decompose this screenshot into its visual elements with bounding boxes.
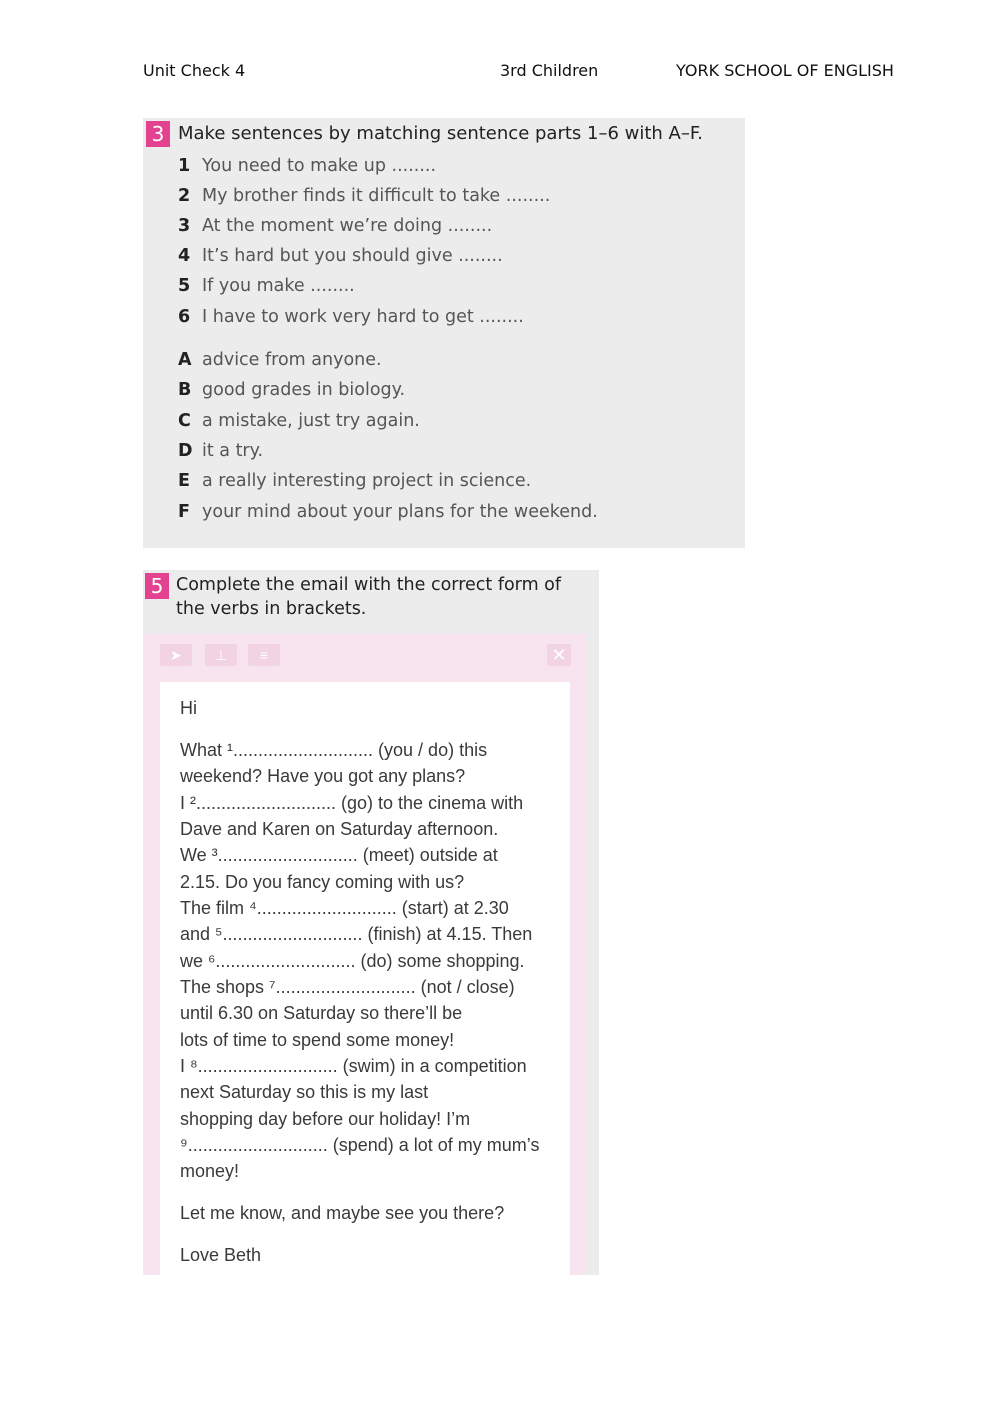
- send-icon: ➤: [160, 644, 192, 666]
- email-line: What ¹............................ (you / do) this: [180, 740, 488, 760]
- exercise-title: [176, 573, 561, 621]
- option: [178, 411, 420, 431]
- email-line: Hi: [180, 698, 197, 718]
- exercise-5-panel: [143, 570, 599, 1275]
- email-line: I ²............................ (go) to the cinema with: [180, 793, 524, 813]
- email-line: 2.15. Do you fancy coming with us?: [180, 872, 465, 892]
- paperclip-icon: ⊥: [205, 644, 237, 666]
- option-text: good grades in biology.: [202, 380, 406, 400]
- sentence-part: [178, 307, 524, 327]
- sentence-part: [178, 156, 436, 176]
- exercise-title: Make sentences by matching sentence parts 1–6 with A–F.: [178, 123, 704, 144]
- item-key: 6: [178, 307, 191, 327]
- exercise-number-badge: 3: [146, 121, 170, 147]
- item-key: 4: [178, 246, 191, 266]
- item-text: I have to work very hard to get ........: [202, 307, 524, 327]
- sentence-part: [178, 216, 492, 236]
- item-text: My brother finds it difficult to take ........: [202, 186, 551, 206]
- sentence-part: [178, 186, 550, 206]
- email-line: weekend? Have you got any plans?: [180, 766, 466, 786]
- email-line: next Saturday so this is my last: [180, 1082, 429, 1102]
- option-key: E: [178, 471, 190, 491]
- item-key: 3: [178, 216, 191, 236]
- item-text: At the moment we’re doing ........: [202, 216, 493, 236]
- email-line: money!: [180, 1161, 240, 1181]
- email-line: We ³............................ (meet) outside at: [180, 845, 498, 865]
- option-text: a mistake, just try again.: [202, 411, 420, 431]
- option: [178, 471, 531, 491]
- option: [178, 502, 598, 522]
- email-line: The shops ⁷............................ (not / close): [180, 977, 515, 997]
- email-line: I ⁸............................ (swim) in a competition: [180, 1056, 527, 1076]
- close-icon: ✕: [547, 644, 571, 666]
- email-line: and ⁵............................ (finish) at 4.15. Then: [180, 924, 533, 944]
- email-line: Dave and Karen on Saturday afternoon.: [180, 819, 499, 839]
- exercise-title-line: the verbs in brackets.: [176, 599, 367, 619]
- option-text: it a try.: [202, 441, 264, 461]
- email-line: until 6.30 on Saturday so there’ll be: [180, 1003, 463, 1023]
- option-key: F: [178, 502, 190, 522]
- option-key: C: [178, 411, 191, 431]
- exercise-3-panel: [143, 118, 745, 548]
- email-line: The film ⁴............................ (start) at 2.30: [180, 898, 509, 918]
- email-signoff: Love Beth: [180, 1245, 262, 1265]
- option-key: A: [178, 350, 192, 370]
- item-key: 2: [178, 186, 191, 206]
- option: [178, 380, 405, 400]
- option-text: a really interesting project in science.: [202, 471, 532, 491]
- email-line: lots of time to spend some money!: [180, 1030, 455, 1050]
- email-line: shopping day before our holiday! I’m: [180, 1109, 471, 1129]
- option-key: B: [178, 380, 192, 400]
- email-line: Let me know, and maybe see you there?: [180, 1203, 505, 1223]
- option-text: your mind about your plans for the weekend.: [202, 502, 598, 522]
- header-class: 3rd Children: [500, 61, 599, 80]
- header-unit: Unit Check 4: [143, 61, 246, 80]
- email-line: ⁹............................ (spend) a lot of my mum’s: [180, 1135, 540, 1155]
- option: [178, 441, 263, 461]
- option-text: advice from anyone.: [202, 350, 382, 370]
- item-text: If you make ........: [202, 276, 355, 296]
- email-body: [160, 682, 570, 1275]
- exercise-number-badge: 5: [145, 573, 169, 599]
- email-line: we ⁶............................ (do) some shopping.: [180, 951, 525, 971]
- item-key: 1: [178, 156, 191, 176]
- option-key: D: [178, 441, 193, 461]
- sentence-part: [178, 276, 355, 296]
- item-text: It’s hard but you should give ........: [202, 246, 503, 266]
- text-lines-icon: ≡: [248, 644, 280, 666]
- email-window: [144, 634, 586, 1275]
- item-text: You need to make up ........: [202, 156, 437, 176]
- item-key: 5: [178, 276, 191, 296]
- sentence-part: [178, 246, 503, 266]
- header-school: YORK SCHOOL OF ENGLISH: [676, 61, 894, 80]
- exercise-title-line: Complete the email with the correct form of: [176, 575, 562, 595]
- option: [178, 350, 382, 370]
